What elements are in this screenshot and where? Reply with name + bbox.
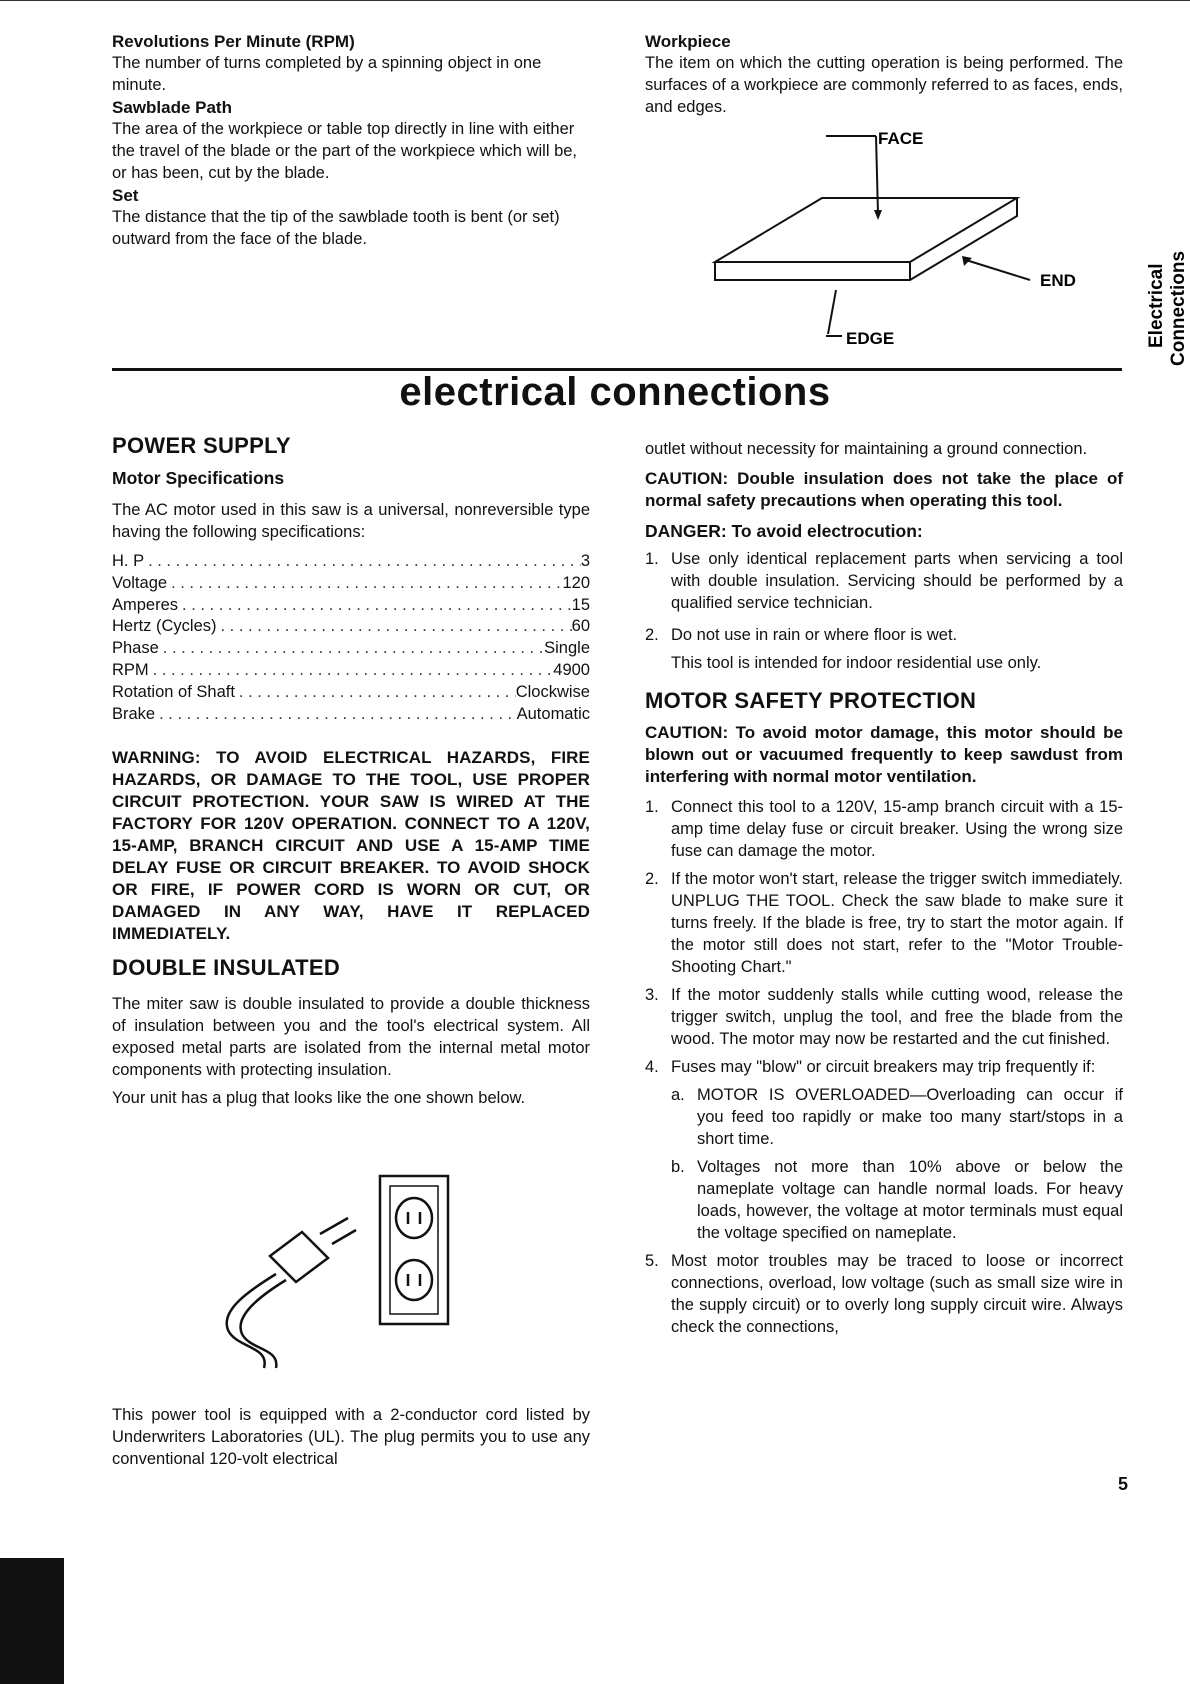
label-end: END: [1040, 271, 1076, 290]
list-item: b. Voltages not more than 10% above or below the nameplate voltage can handle normal loads. For heavy loads, however, the voltage at motor terminals must equal the voltage specified on nameplate.: [671, 1158, 1123, 1242]
spec-label: Voltage: [112, 573, 168, 592]
spec-leader-dots: [217, 616, 572, 638]
list-item: a. MOTOR IS OVERLOADED—Overloading can occur if you feed too rapidly or make too many start/stops in a short time.: [671, 1086, 1123, 1148]
fuse-sub-list: [645, 1084, 1123, 1244]
definitions-right: [645, 32, 1123, 118]
term-rpm: Revolutions Per Minute (RPM): [112, 32, 355, 51]
term-sawblade-path: Sawblade Path: [112, 98, 232, 117]
def-set: The distance that the tip of the sawblade tooth is bent (or set) outward from the face of the blade.: [112, 208, 560, 248]
outlet-receptacle-bottom: [396, 1260, 432, 1300]
spec-leader-dots: [144, 551, 581, 573]
spec-value: 15: [571, 595, 590, 614]
spec-label: Hertz (Cycles): [112, 617, 217, 636]
spec-leader-dots: [235, 682, 516, 704]
page-number: 5: [1118, 1474, 1129, 1494]
workpiece-top-face: [715, 198, 1017, 262]
side-tab-line1: Electrical: [1146, 263, 1167, 348]
indoor-note: This tool is intended for indoor residential use only.: [671, 654, 1042, 672]
section-title: electrical connections: [399, 370, 831, 414]
spec-value: 3: [580, 552, 590, 570]
spec-leader-dots: [159, 638, 544, 660]
spec-label: Phase: [112, 639, 159, 658]
double-insulated-p3-cont: outlet without necessity for maintaining a ground connection.: [645, 440, 1088, 458]
list-item: 3. If the motor suddenly stalls while cutting wood, release the trigger switch, unplug the tool, and free the blade from the wood. The motor may now be restarted and the cut finished.: [645, 986, 1123, 1048]
side-tab: [1140, 240, 1190, 370]
spec-label: RPM: [112, 660, 149, 679]
motor-safety-caution: CAUTION: To avoid motor damage, this motor should be blown out or vacuumed frequently to keep sawdust from interfering with normal motor ventilation.: [645, 723, 1123, 786]
left-column-bottom: [112, 1404, 590, 1470]
spec-label: Rotation of Shaft: [112, 682, 235, 701]
double-insulated-heading: DOUBLE INSULATED: [112, 955, 341, 981]
outlet-receptacle-top: [396, 1198, 432, 1238]
list-item: 2. Do not use in rain or where floor is wet.: [645, 626, 958, 644]
spec-row: [112, 660, 590, 682]
spec-label: Amperes: [112, 595, 179, 614]
motor-specs-heading: Motor Specifications: [112, 468, 285, 488]
spec-value: 4900: [553, 660, 590, 679]
spec-value: 60: [571, 617, 590, 636]
power-warning: WARNING: TO AVOID ELECTRICAL HAZARDS, FIRE HAZARDS, OR DAMAGE TO THE TOOL, USE PROPER CIRCUIT PROTECTION. YOUR SAW IS WIRED AT THE FACTORY FOR 120V OPERATION. CONNECT TO A 120V, 15-AMP, BRANCH CIRCUIT AND USE A 15-AMP TIME DELAY FUSE OR CIRCUIT BREAKER. TO AVOID SHOCK OR FIRE, IF POWER CORD IS WORN OR CUT, OR DAMAGED IN ANY WAY, HAVE IT REPLACED IMMEDIATELY.: [112, 748, 590, 944]
spec-leader-dots: [149, 660, 554, 682]
motor-safety-list-cont: [645, 1250, 1123, 1338]
spec-row: [112, 682, 590, 704]
double-insulated-caution: CAUTION: Double insulation does not take the place of normal safety precautions when operating this tool.: [645, 469, 1123, 510]
list-item: 4. Fuses may "blow" or circuit breakers may trip frequently if:: [645, 1058, 1096, 1076]
spec-row: [112, 551, 590, 573]
spec-value: Single: [544, 639, 590, 658]
definitions-left: [112, 32, 590, 250]
spec-row: [112, 638, 590, 660]
motor-safety-list: [645, 796, 1123, 1078]
def-workpiece: The item on which the cutting operation is being performed. The surfaces of a workpiece are commonly referred to as faces, ends, and edges.: [645, 54, 1123, 116]
double-insulated-p2: Your unit has a plug that looks like the one shown below.: [112, 1089, 526, 1108]
side-tab-line2: Connections: [1168, 250, 1189, 366]
workpiece-sides: [715, 198, 1017, 280]
spec-value: Automatic: [516, 704, 590, 723]
top-border: [0, 0, 1190, 1]
motor-safety-heading: MOTOR SAFETY PROTECTION: [645, 688, 977, 713]
double-insulated-p1: The miter saw is double insulated to provide a double thickness of insulation between you and the tool's electrical system. All exposed metal parts are isolated from the internal metal motor components with protecting insulation.: [112, 995, 590, 1080]
term-workpiece: Workpiece: [645, 32, 731, 51]
plug-body: [270, 1232, 328, 1282]
left-column: [112, 433, 590, 1109]
def-rpm: The number of turns completed by a spinning object in one minute.: [112, 54, 542, 94]
spec-leader-dots: [155, 704, 517, 726]
spec-leader-dots: [167, 573, 562, 595]
binding-edge-mark: [0, 1558, 64, 1684]
plug-outlet-illustration: [210, 1170, 470, 1370]
spec-row: [112, 595, 590, 617]
spec-value: 120: [562, 573, 590, 592]
label-face: FACE: [878, 130, 924, 148]
term-set: Set: [112, 186, 139, 205]
list-item: 2. If the motor won't start, release the trigger switch immediately. UNPLUG THE TOOL. Check the saw blade to make sure it turns freely. If the blade is free, try to start the motor again. If the motor still does not start, refer to the "Motor Trouble-Shooting Chart.": [645, 870, 1123, 976]
spec-row: [112, 573, 590, 595]
spec-table: [112, 551, 590, 725]
right-column: [645, 438, 1123, 1338]
spec-value: Clockwise: [515, 682, 590, 701]
motor-specs-intro: The AC motor used in this saw is a universal, nonreversible type having the following specifications:: [112, 501, 590, 541]
spec-label: Brake: [112, 704, 156, 723]
list-item: 5. Most motor troubles may be traced to loose or incorrect connections, overload, low voltage (such as small size wire in the supply circuit) or to overly long supply circuit wire. Always check the connections,: [645, 1252, 1123, 1336]
label-edge: EDGE: [846, 329, 895, 348]
spec-leader-dots: [178, 595, 572, 617]
spec-label: H. P: [112, 552, 145, 570]
power-supply-heading: POWER SUPPLY: [112, 433, 291, 458]
list-item: 1. Use only identical replacement parts when servicing a tool with double insulation. Servicing should be performed by a qualified service technician.: [645, 550, 1123, 612]
spec-row: [112, 704, 590, 726]
spec-row: [112, 616, 590, 638]
workpiece-diagram: [700, 130, 1120, 360]
double-insulated-p3: This power tool is equipped with a 2-conductor cord listed by Underwriters Laboratories (UL). The plug permits you to use any conventional 120-volt electrical: [112, 1406, 590, 1468]
def-sawblade-path: The area of the workpiece or table top directly in line with either the travel of the blade or the part of the workpiece which will be, or has been, cut by the blade.: [112, 120, 578, 182]
danger-heading: DANGER: To avoid electrocution:: [645, 521, 923, 541]
danger-list: [645, 548, 1123, 646]
list-item: 1. Connect this tool to a 120V, 15-amp branch circuit with a 15-amp time delay fuse or circuit breaker. Using the wrong size fuse can damage the motor.: [645, 798, 1123, 860]
